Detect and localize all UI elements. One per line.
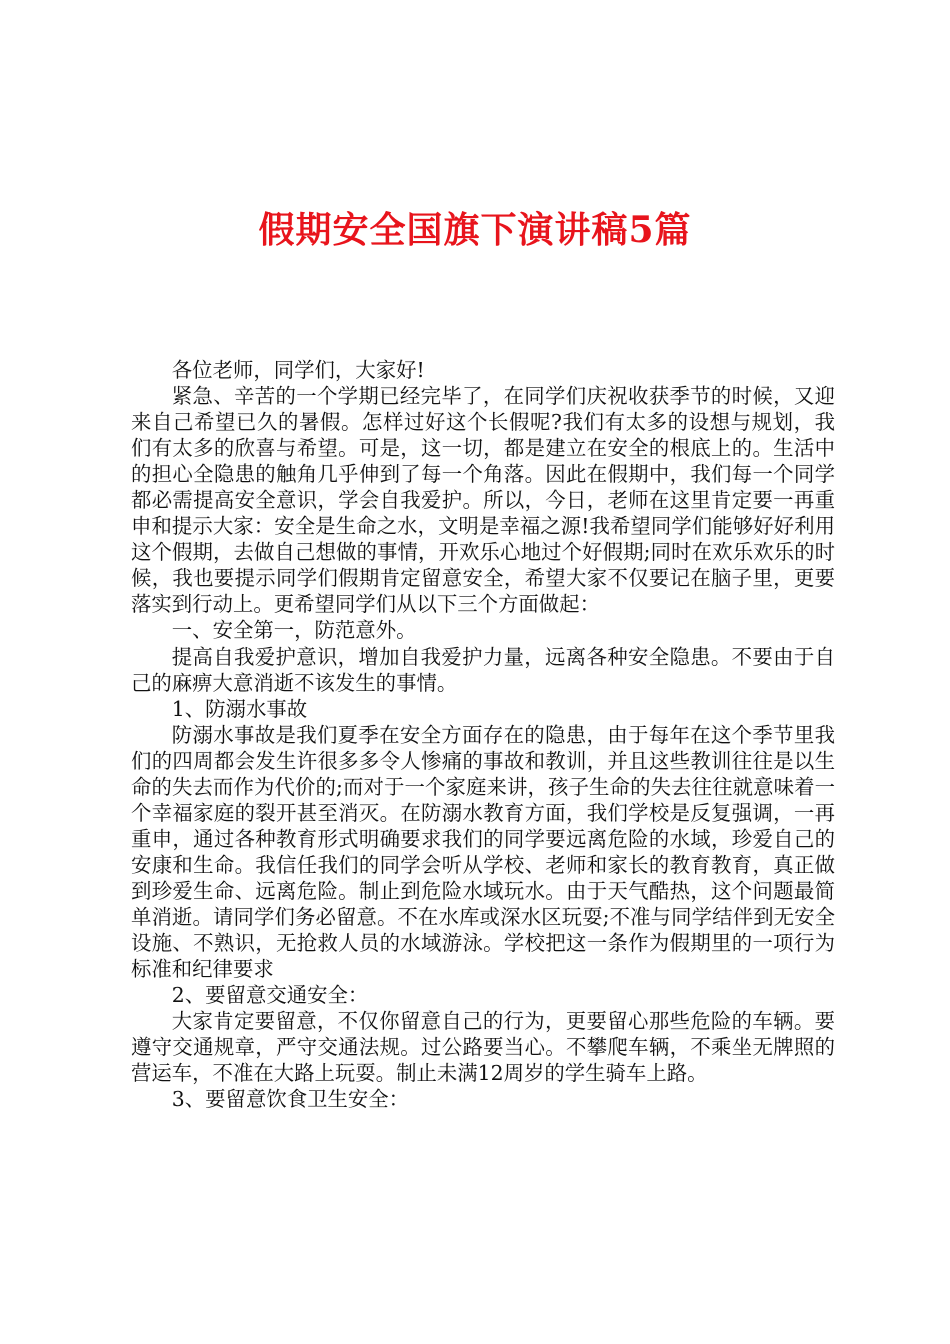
document-title: 假期安全国旗下演讲稿5篇 <box>258 209 692 251</box>
subheading-traffic: 2、要留意交通安全： <box>171 983 369 1008</box>
subheading-drowning: 1、防溺水事故 <box>171 696 308 721</box>
subheading-food: 3、要留意饮食卫生安全： <box>171 1087 410 1112</box>
paragraph-traffic: 大家肯定要留意，不仅你留意自己的行为，更要留心那些危险的车辆。要遵守交通规章，严守交通法规。过公路要当心。不攀爬车辆，不乘坐无牌照的营运车，不准在大路上玩耍。制止未满12周岁的学生骑车上路。 <box>131 1009 835 1086</box>
paragraph-intro: 紧急、辛苦的一个学期已经完毕了，在同学们庆祝收获季节的时候，又迎来自己希望已久的暑假。怎样过好这个长假呢?我们有太多的设想与规划，我们有太多的欣喜与希望。可是，这一切，都是建立在安全的根底上的。生活中的担心全隐患的触角几乎伸到了每一个角落。因此在假期中，我们每一个同学都必需提高安全意识，学会自我爱护。所以，今日，老师在这里肯定要一再重申和提示大家：安全是生命之水，文明是幸福之源!我希望同学们能够好好利用这个假期，去做自己想做的事情，开欢乐心地过个好假期;同时在欢乐欢乐的时候，我也要提示同学们假期肯定留意安全，希望大家不仅要记在脑子里，更要落实到行动上。更希望同学们从以下三个方面做起： <box>131 384 835 617</box>
document-body <box>131 357 835 1112</box>
paragraph-drowning: 防溺水事故是我们夏季在安全方面存在的隐患，由于每年在这个季节里我们的四周都会发生许很多多令人惨痛的事故和教训，并且这些教训往往是以生命的失去而作为代价的;而对于一个家庭来讲，孩子生命的失去往往就意味着一个幸福家庭的裂开甚至消灭。在防溺水教育方面，我们学校是反复强调，一再重申，通过各种教育形式明确要求我们的同学要远离危险的水域，珍爱自己的安康和生命。我信任我们的同学会听从学校、老师和家长的教育教育，真正做到珍爱生命、远离危险。制止到危险水域玩水。由于天气酷热，这个问题最简单消逝。请同学们务必留意。不在水库或深水区玩耍;不准与同学结伴到无安全设施、不熟识，无抢救人员的水域游泳。学校把这一条作为假期里的一项行为标准和纪律要求 <box>131 722 835 982</box>
section-heading-safety-first: 一、安全第一，防范意外。 <box>171 618 417 643</box>
paragraph-greeting: 各位老师，同学们，大家好! <box>171 358 425 382</box>
paragraph-safety-first: 提高自我爱护意识，增加自我爱护力量，远离各种安全隐患。不要由于自己的麻痹大意消逝不该发生的事情。 <box>131 644 835 695</box>
